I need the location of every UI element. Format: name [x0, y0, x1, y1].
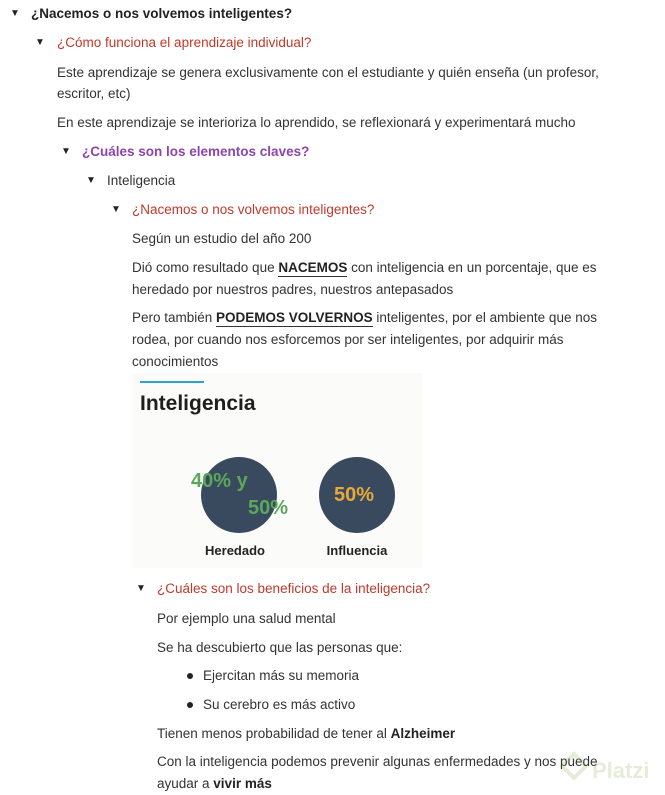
list-item: Su cerebro es más activo — [203, 697, 356, 712]
collapse-arrow-icon[interactable]: ▼ — [10, 8, 20, 19]
collapse-arrow-icon[interactable]: ▼ — [86, 175, 96, 186]
page-title: ¿Nacemos o nos volvemos inteligentes? — [31, 6, 293, 21]
section-heading: ¿Cómo funciona el aprendizaje individual? — [57, 35, 312, 50]
paragraph: Con la inteligencia podemos prevenir algunas enfermedades y nos puede ayudar a vivir más — [157, 754, 598, 791]
figure-title: Inteligencia — [140, 392, 256, 415]
outline-item: Inteligencia — [107, 173, 176, 188]
paragraph: En este aprendizaje se interioriza lo aprendido, se reflexionará y experimentará mucho — [57, 115, 576, 130]
collapse-arrow-icon[interactable]: ▼ — [136, 583, 146, 594]
paragraph: Pero también PODEMOS VOLVERNOS inteligentes, por el ambiente que nos rodea, por cuando nos esforcemos por ser inteligentes, por adquirir más conocimientos — [132, 310, 597, 369]
heredado-percent-1: 40% y — [191, 470, 248, 492]
influencia-label: Influencia — [326, 543, 388, 558]
collapse-arrow-icon[interactable]: ▼ — [61, 146, 71, 157]
collapse-arrow-icon[interactable]: ▼ — [35, 37, 45, 48]
heredado-label: Heredado — [205, 543, 265, 558]
bullet-icon — [187, 702, 193, 708]
list-item: Ejercitan más su memoria — [203, 668, 360, 683]
inteligencia-figure — [132, 373, 422, 568]
bullet-icon — [187, 673, 193, 679]
section-heading: ¿Cuáles son los elementos claves? — [82, 144, 310, 159]
paragraph: Según un estudio del año 200 — [132, 231, 312, 246]
influencia-percent: 50% — [334, 484, 375, 506]
emphasis: PODEMOS VOLVERNOS — [216, 310, 373, 325]
paragraph: Por ejemplo una salud mental — [157, 611, 336, 626]
accent-line — [140, 381, 204, 383]
paragraph: Se ha descubierto que las personas que: — [157, 640, 403, 655]
paragraph: Este aprendizaje se genera exclusivamente con el estudiante y quién enseña (un profesor, — [57, 65, 599, 80]
platzi-watermark — [560, 750, 665, 790]
collapse-arrow-icon[interactable]: ▼ — [111, 204, 121, 215]
section-heading: ¿Cuáles son los beneficios de la inteligencia? — [157, 581, 431, 596]
heredado-circle — [201, 457, 277, 533]
heredado-percent-2: 50% — [248, 497, 289, 519]
paragraph: escritor, etc) — [57, 86, 131, 101]
paragraph: Tienen menos probabilidad de tener al Alzheimer — [157, 726, 456, 741]
watermark-text: Platzi — [592, 758, 650, 783]
paragraph: Dió como resultado que NACEMOS con inteligencia en un porcentaje, que es heredado por nuestros padres, nuestros antepasados — [132, 260, 597, 297]
emphasis: vivir más — [213, 776, 272, 791]
emphasis: NACEMOS — [278, 260, 348, 275]
emphasis: Alzheimer — [390, 726, 456, 741]
section-heading: ¿Nacemos o nos volvemos inteligentes? — [132, 202, 375, 217]
